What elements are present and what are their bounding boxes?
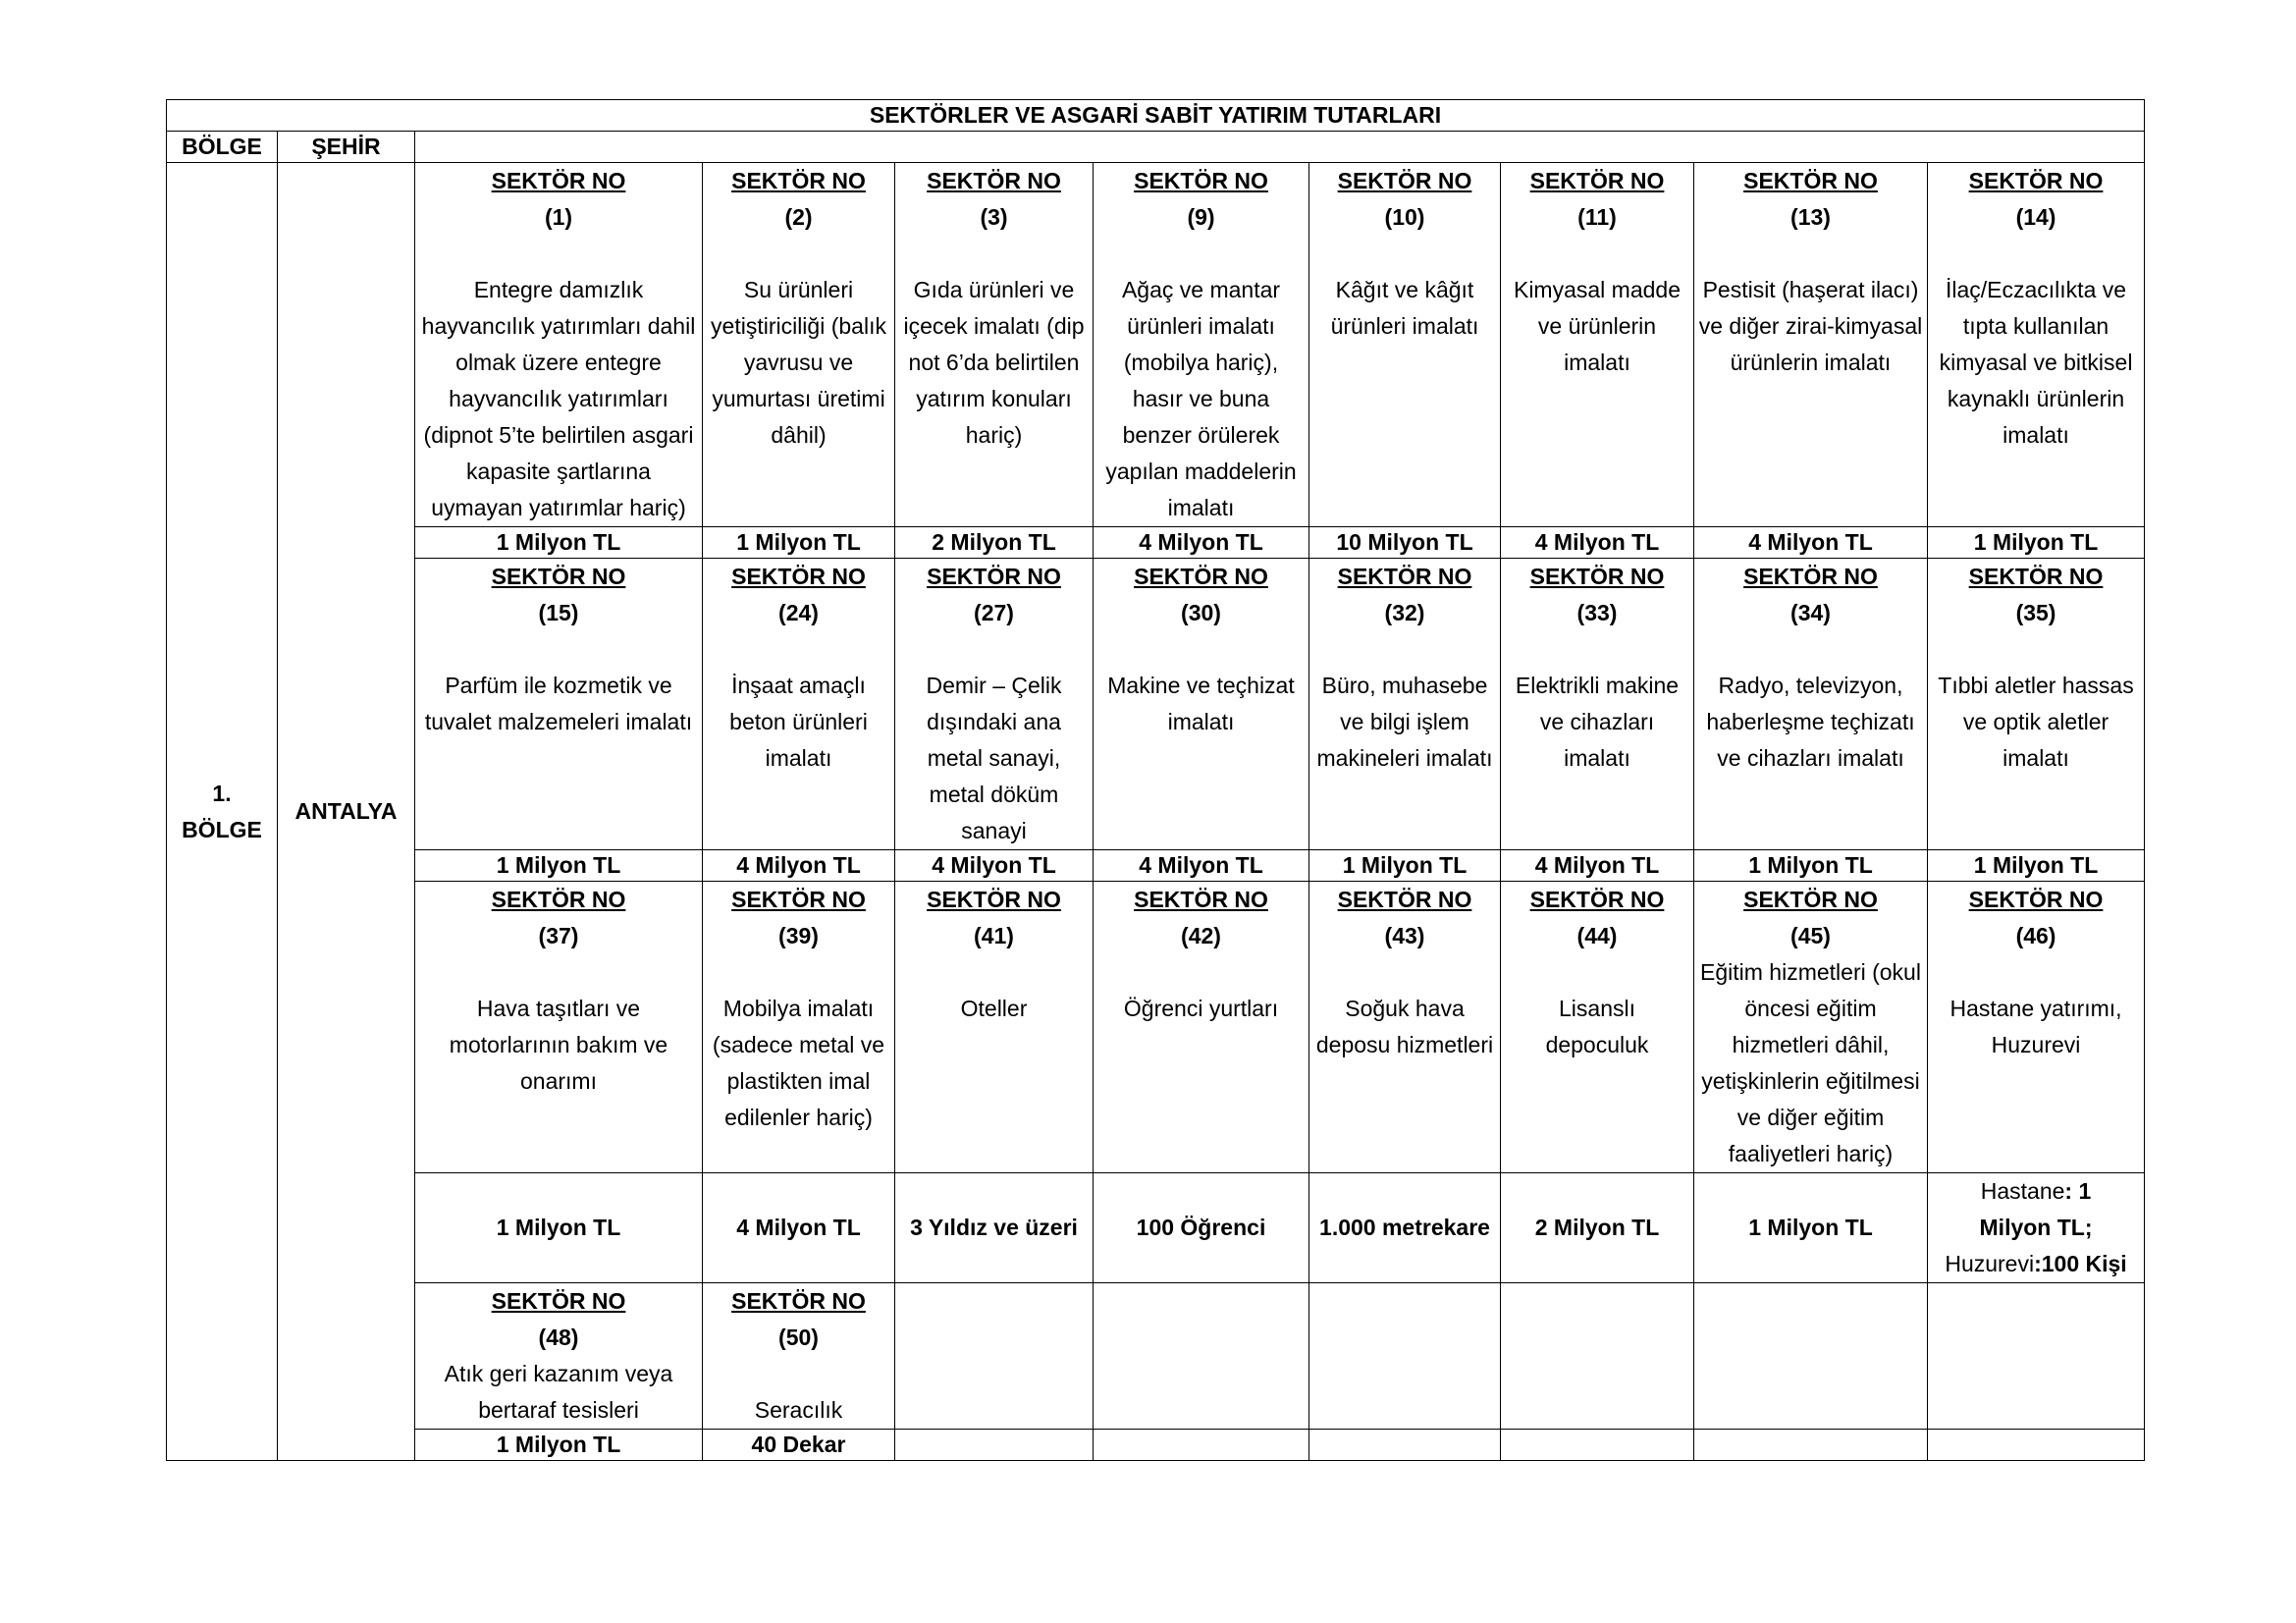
sector-number: (45)	[1790, 923, 1831, 948]
sector-number: (14)	[2015, 204, 2056, 230]
sector-description: Kâğıt ve kâğıt ürünleri imalatı	[1330, 277, 1479, 339]
spacer	[419, 954, 698, 991]
sector-number: (33)	[1576, 600, 1618, 625]
hospital-value: : 1	[2064, 1178, 2092, 1204]
spacer	[1097, 236, 1305, 272]
sector-number: (48)	[538, 1325, 579, 1350]
sector-description-row	[167, 163, 2145, 527]
region-label: BÖLGE	[182, 816, 262, 842]
empty-cell	[1501, 1283, 1694, 1430]
spacer	[707, 1356, 890, 1392]
sector-description-row	[167, 882, 2145, 1173]
sector-label: SEKTÖR NO	[1134, 564, 1268, 589]
minimum-investment-amount: 3 Yıldız ve üzeri	[895, 1173, 1094, 1283]
hospital-label: Hastane	[1980, 1178, 2065, 1204]
minimum-investment-amount: 4 Milyon TL	[1501, 527, 1694, 559]
spacer	[1932, 631, 2140, 668]
sector-label: SEKTÖR NO	[1529, 887, 1665, 912]
spacer	[1313, 631, 1496, 668]
sector-label: SEKTÖR NO	[1337, 168, 1472, 193]
sector-description-row	[167, 559, 2145, 850]
spacer	[1097, 631, 1305, 668]
spacer	[1505, 954, 1689, 991]
header-city: ŞEHİR	[278, 132, 415, 163]
minimum-investment-amount: 100 Öğrenci	[1094, 1173, 1309, 1283]
sector-cell	[1501, 882, 1694, 1173]
sector-label: SEKTÖR NO	[1968, 564, 2104, 589]
sector-number: (11)	[1577, 204, 1617, 230]
spacer	[1698, 631, 1923, 668]
sector-cell	[1928, 882, 2145, 1173]
sector-number: (30)	[1181, 600, 1221, 625]
sector-number: (24)	[778, 600, 819, 625]
sector-amount-row	[167, 1173, 2145, 1283]
spacer	[899, 954, 1089, 991]
spacer	[1505, 236, 1689, 272]
sector-description: Büro, muhasebe ve bilgi işlem makineleri imalatı	[1316, 673, 1493, 771]
sector-description: Makine ve teçhizat imalatı	[1107, 673, 1295, 734]
spacer	[1313, 954, 1496, 991]
sector-cell	[415, 559, 703, 850]
spacer	[707, 631, 890, 668]
sector-amount-row	[167, 1430, 2145, 1461]
table-title: SEKTÖRLER VE ASGARİ SABİT YATIRIM TUTARLARI	[167, 100, 2145, 132]
spacer	[1932, 236, 2140, 272]
header-region: BÖLGE	[167, 132, 278, 163]
minimum-investment-amount: 1 Milyon TL	[1694, 1173, 1928, 1283]
sector-label: SEKTÖR NO	[1337, 887, 1472, 912]
spacer	[419, 631, 698, 668]
sector-cell	[1501, 559, 1694, 850]
sector-number: (41)	[974, 923, 1014, 948]
nursing-home-amount	[1932, 1246, 2140, 1282]
city-cell: ANTALYA	[278, 163, 415, 1461]
minimum-investment-amount: 1 Milyon TL	[1928, 850, 2145, 882]
sector-label: SEKTÖR NO	[1529, 168, 1665, 193]
hospital-value-unit: Milyon TL;	[1979, 1215, 2093, 1240]
sector-cell	[1694, 163, 1928, 527]
sector-number: (3)	[980, 204, 1008, 230]
minimum-investment-amount: 4 Milyon TL	[1094, 850, 1309, 882]
sector-description: Parfüm ile kozmetik ve tuvalet malzemeleri imalatı	[424, 673, 693, 734]
empty-cell	[1694, 1283, 1928, 1430]
sector-cell	[703, 882, 895, 1173]
minimum-investment-amount: 1 Milyon TL	[415, 1173, 703, 1283]
sector-description: Ağaç ve mantar ürünleri imalatı (mobilya hariç), hasır ve buna benzer örülerek yapılan maddelerin imalatı	[1105, 277, 1297, 520]
sector-number: (43)	[1384, 923, 1425, 948]
empty-cell	[895, 1430, 1094, 1461]
sector-description: Atık geri kazanım veya bertaraf tesisleri	[444, 1361, 673, 1423]
minimum-investment-amount: 4 Milyon TL	[1694, 527, 1928, 559]
sector-description: Demir – Çelik dışındaki ana metal sanayi, metal döküm sanayi	[926, 673, 1062, 843]
sector-investment-table	[166, 99, 2145, 1461]
empty-cell	[1309, 1283, 1501, 1430]
sector-description: Elektrikli makine ve cihazları imalatı	[1515, 673, 1680, 771]
sector-number: (35)	[2015, 600, 2056, 625]
sector-description: Öğrenci yurtları	[1123, 996, 1279, 1021]
minimum-investment-amount: 1 Milyon TL	[415, 527, 703, 559]
minimum-investment-amount: 2 Milyon TL	[895, 527, 1094, 559]
sector-label: SEKTÖR NO	[1743, 887, 1878, 912]
sector-description: Radyo, televizyon, haberleşme teçhizatı ve cihazları imalatı	[1706, 673, 1915, 771]
sector-cell	[1094, 882, 1309, 1173]
sector-label: SEKTÖR NO	[927, 887, 1061, 912]
sector-number: (37)	[538, 923, 579, 948]
sector-cell	[1309, 163, 1501, 527]
sector-number: (27)	[974, 600, 1014, 625]
header-empty	[415, 132, 2145, 163]
spacer	[1097, 954, 1305, 991]
sector-description: Eğitim hizmetleri (okul öncesi eğitim hizmetleri dâhil, yetişkinlerin eğitilmesi ve diğer eğitim faaliyetleri hariç)	[1700, 959, 1921, 1166]
empty-cell	[895, 1283, 1094, 1430]
sector-number: (13)	[1790, 204, 1831, 230]
sector-number: (15)	[538, 600, 579, 625]
sector-cell	[415, 163, 703, 527]
minimum-investment-amount: 1 Milyon TL	[1694, 850, 1928, 882]
sector-description: Entegre damızlık hayvancılık yatırımları dahil olmak üzere entegre hayvancılık yatırımları (dipnot 5’te belirtilen asgari kapasite şartlarına uymayan yatırımlar hariç)	[421, 277, 696, 520]
sector-label: SEKTÖR NO	[927, 564, 1061, 589]
sector-number: (34)	[1790, 600, 1831, 625]
sector-label: SEKTÖR NO	[1337, 564, 1472, 589]
minimum-investment-amount: 1 Milyon TL	[415, 850, 703, 882]
spacer	[707, 236, 890, 272]
sector-cell	[703, 1283, 895, 1430]
sector-label: SEKTÖR NO	[491, 1288, 626, 1314]
minimum-investment-amount	[1928, 1173, 2145, 1283]
sector-number: (1)	[544, 204, 573, 230]
sector-description: Lisanslı depoculuk	[1545, 996, 1649, 1057]
sector-cell	[895, 163, 1094, 527]
sector-number: (39)	[778, 923, 819, 948]
minimum-investment-amount: 4 Milyon TL	[1094, 527, 1309, 559]
sector-cell	[895, 559, 1094, 850]
empty-cell	[1928, 1283, 2145, 1430]
minimum-investment-amount: 2 Milyon TL	[1501, 1173, 1694, 1283]
sector-cell	[1694, 882, 1928, 1173]
minimum-investment-amount: 1 Milyon TL	[703, 527, 895, 559]
sector-cell	[1928, 559, 2145, 850]
sector-label: SEKTÖR NO	[731, 887, 866, 912]
region-cell	[167, 163, 278, 1461]
sector-cell	[1928, 163, 2145, 527]
sector-number: (44)	[1576, 923, 1618, 948]
sector-description-row	[167, 1283, 2145, 1430]
sector-cell	[1309, 559, 1501, 850]
sector-cell	[1094, 163, 1309, 527]
sector-label: SEKTÖR NO	[1743, 168, 1878, 193]
spacer	[707, 954, 890, 991]
sector-cell	[1501, 163, 1694, 527]
sector-description: İlaç/Eczacılıkta ve tıpta kullanılan kimyasal ve bitkisel kaynaklı ürünlerin imalatı	[1939, 277, 2133, 448]
nursing-home-value: :100 Kişi	[2034, 1251, 2127, 1276]
empty-cell	[1501, 1430, 1694, 1461]
spacer	[899, 631, 1089, 668]
sector-label: SEKTÖR NO	[491, 887, 626, 912]
sector-description: Seracılık	[754, 1397, 843, 1423]
minimum-investment-amount: 10 Milyon TL	[1309, 527, 1501, 559]
sector-description: Kimyasal madde ve ürünlerin imalatı	[1513, 277, 1682, 375]
spacer	[1932, 954, 2140, 991]
sector-cell	[703, 559, 895, 850]
sector-amount-row	[167, 850, 2145, 882]
sector-description: Pestisit (haşerat ilacı) ve diğer zirai-kimyasal ürünlerin imalatı	[1698, 277, 1923, 375]
minimum-investment-amount: 40 Dekar	[703, 1430, 895, 1461]
sector-description: Soğuk hava deposu hizmetleri	[1315, 996, 1494, 1057]
minimum-investment-amount: 1 Milyon TL	[1928, 527, 2145, 559]
sector-description: Su ürünleri yetiştiriciliği (balık yavrusu ve yumurtası üretimi dâhil)	[711, 277, 886, 448]
sector-description: Gıda ürünleri ve içecek imalatı (dip not 6’da belirtilen yatırım konuları hariç)	[903, 277, 1085, 448]
sector-label: SEKTÖR NO	[491, 168, 626, 193]
minimum-investment-amount: 4 Milyon TL	[895, 850, 1094, 882]
minimum-investment-amount: 4 Milyon TL	[703, 850, 895, 882]
sector-number: (50)	[778, 1325, 819, 1350]
sector-cell	[1094, 559, 1309, 850]
sector-label: SEKTÖR NO	[1743, 564, 1878, 589]
spacer	[419, 236, 698, 272]
sector-number: (10)	[1384, 204, 1425, 230]
sector-label: SEKTÖR NO	[1529, 564, 1665, 589]
sector-cell	[1694, 559, 1928, 850]
minimum-investment-amount: 1.000 metrekare	[1309, 1173, 1501, 1283]
sector-description: Mobilya imalatı (sadece metal ve plastikten imal edilenler hariç)	[712, 996, 885, 1130]
sector-label: SEKTÖR NO	[1134, 887, 1268, 912]
minimum-investment-amount: 1 Milyon TL	[1309, 850, 1501, 882]
nursing-home-label: Huzurevi	[1945, 1251, 2035, 1276]
sector-cell	[415, 1283, 703, 1430]
sector-cell	[1309, 882, 1501, 1173]
hospital-amount	[1932, 1173, 2140, 1210]
sector-amount-row	[167, 527, 2145, 559]
sector-description: Hava taşıtları ve motorlarının bakım ve onarımı	[449, 996, 668, 1094]
sector-number: (2)	[784, 204, 813, 230]
empty-cell	[1309, 1430, 1501, 1461]
sector-label: SEKTÖR NO	[731, 168, 866, 193]
sector-description: İnşaat amaçlı beton ürünleri imalatı	[729, 673, 868, 771]
spacer	[1698, 236, 1923, 272]
sector-label: SEKTÖR NO	[1968, 887, 2104, 912]
sector-number: (46)	[2015, 923, 2056, 948]
empty-cell	[1094, 1430, 1309, 1461]
minimum-investment-amount: 4 Milyon TL	[1501, 850, 1694, 882]
sector-description: Hastane yatırımı, Huzurevi	[1949, 996, 2122, 1057]
minimum-investment-amount: 1 Milyon TL	[415, 1430, 703, 1461]
region-number: 1.	[212, 780, 232, 806]
sector-description: Tıbbi aletler hassas ve optik aletler imalatı	[1938, 673, 2134, 771]
sector-description: Oteller	[960, 996, 1028, 1021]
empty-cell	[1928, 1430, 2145, 1461]
sector-number: (32)	[1384, 600, 1425, 625]
sector-number: (42)	[1181, 923, 1221, 948]
sector-label: SEKTÖR NO	[1968, 168, 2104, 193]
sector-label: SEKTÖR NO	[731, 564, 866, 589]
minimum-investment-amount: 4 Milyon TL	[703, 1173, 895, 1283]
sector-cell	[703, 163, 895, 527]
spacer	[899, 236, 1089, 272]
sector-cell	[895, 882, 1094, 1173]
spacer	[1505, 631, 1689, 668]
sector-label: SEKTÖR NO	[731, 1288, 866, 1314]
sector-label: SEKTÖR NO	[927, 168, 1061, 193]
sector-number: (9)	[1187, 204, 1215, 230]
sector-cell	[415, 882, 703, 1173]
sector-label: SEKTÖR NO	[491, 564, 626, 589]
sector-label: SEKTÖR NO	[1134, 168, 1268, 193]
spacer	[1313, 236, 1496, 272]
empty-cell	[1694, 1430, 1928, 1461]
empty-cell	[1094, 1283, 1309, 1430]
